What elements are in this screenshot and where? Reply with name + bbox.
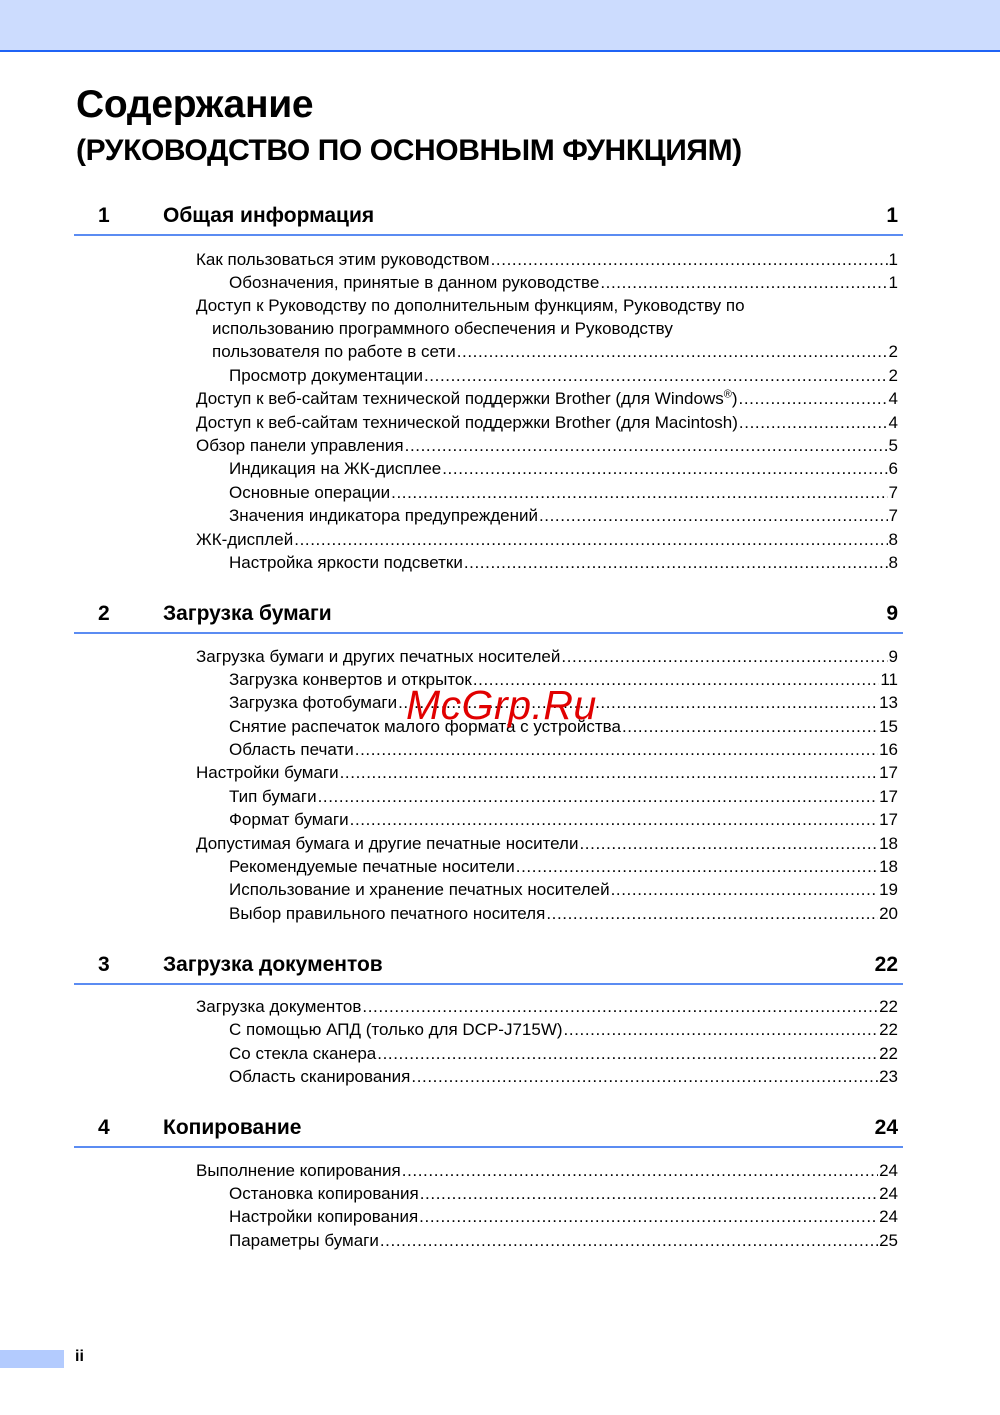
leader-dots bbox=[380, 1229, 878, 1252]
chapter-rule bbox=[74, 234, 903, 236]
leader-dots bbox=[491, 248, 888, 271]
toc-entry[interactable]: Доступ к веб-сайтам технической поддержки Brother (для Windows®) ..... 4 bbox=[196, 387, 898, 410]
toc-entry[interactable]: Индикация на ЖК-дисплее ..... 6 bbox=[229, 457, 898, 480]
chapter-rule bbox=[74, 983, 903, 985]
leader-dots bbox=[579, 832, 878, 855]
toc-entry[interactable]: Остановка копирования ..... 24 bbox=[229, 1182, 898, 1205]
leader-dots bbox=[561, 645, 887, 668]
leader-dots bbox=[355, 738, 878, 761]
leader-dots bbox=[350, 808, 878, 831]
leader-dots bbox=[340, 761, 878, 784]
leader-dots bbox=[411, 1065, 878, 1088]
toc-entry[interactable]: Параметры бумаги ..... 25 bbox=[229, 1229, 898, 1252]
toc-entry[interactable]: Область сканирования ..... 23 bbox=[229, 1065, 898, 1088]
toc-entry[interactable]: Загрузка документов ..... 22 bbox=[196, 995, 898, 1018]
chapter-title[interactable]: Загрузка документов bbox=[163, 953, 383, 976]
chapter-number: 1 bbox=[98, 204, 110, 227]
toc-entry[interactable]: Выполнение копирования ..... 24 bbox=[196, 1159, 898, 1182]
chapter-title[interactable]: Общая информация bbox=[163, 204, 375, 227]
toc-entry[interactable]: Просмотр документации ..... 2 bbox=[229, 364, 898, 387]
page-title: Содержание bbox=[76, 83, 314, 126]
toc-entry[interactable]: Загрузка бумаги и других печатных носителей ..... 9 bbox=[196, 645, 898, 668]
toc-entry[interactable]: Допустимая бумага и другие печатные носители ..... 18 bbox=[196, 832, 898, 855]
leader-dots bbox=[611, 878, 879, 901]
toc-entry-continuation[interactable]: использованию программного обеспечения и Руководству bbox=[212, 319, 673, 338]
header-rule bbox=[0, 50, 1000, 52]
leader-dots bbox=[442, 457, 887, 480]
toc-entry[interactable]: Область печати ..... 16 bbox=[229, 738, 898, 761]
leader-dots bbox=[600, 271, 887, 294]
leader-dots bbox=[457, 340, 888, 363]
chapter-page: 22 bbox=[874, 953, 898, 976]
chapter-page: 1 bbox=[886, 204, 898, 227]
chapter-title[interactable]: Загрузка бумаги bbox=[163, 602, 332, 625]
toc-entry[interactable]: Обозначения, принятые в данном руководстве ..... 1 bbox=[229, 271, 898, 294]
leader-dots bbox=[546, 902, 878, 925]
chapter-rule bbox=[74, 1146, 903, 1148]
footer-bar bbox=[0, 1350, 64, 1368]
header-band bbox=[0, 0, 1000, 50]
leader-dots bbox=[391, 481, 887, 504]
toc-entry[interactable]: Настройки бумаги ..... 17 bbox=[196, 761, 898, 784]
chapter-number: 2 bbox=[98, 602, 110, 625]
toc-entry[interactable]: Использование и хранение печатных носителей ..... 19 bbox=[229, 878, 898, 901]
toc-entry[interactable]: Рекомендуемые печатные носители ..... 18 bbox=[229, 855, 898, 878]
leader-dots bbox=[420, 1182, 878, 1205]
toc-entry[interactable]: Доступ к веб-сайтам технической поддержки Brother (для Macintosh) ..... 4 bbox=[196, 411, 898, 434]
footer-page-number: ii bbox=[75, 1348, 84, 1365]
registered-mark: ® bbox=[723, 388, 732, 401]
leader-dots bbox=[318, 785, 879, 808]
toc-entry[interactable]: Настройки копирования ..... 24 bbox=[229, 1205, 898, 1228]
toc-entry[interactable]: Как пользоваться этим руководством ..... 1 bbox=[196, 248, 898, 271]
toc-entry[interactable]: Основные операции ..... 7 bbox=[229, 481, 898, 504]
toc-entry[interactable]: Загрузка конвертов и открыток ..... 11 bbox=[229, 668, 898, 691]
chapter-heading-4[interactable] bbox=[74, 1110, 903, 1148]
toc-entry-wrapped[interactable]: Доступ к Руководству по дополнительным функциям, Руководству по bbox=[196, 296, 745, 315]
chapter-page: 24 bbox=[874, 1116, 898, 1139]
leader-dots bbox=[739, 411, 888, 434]
toc-entry[interactable]: Со стекла сканера ..... 22 bbox=[229, 1042, 898, 1065]
leader-dots bbox=[539, 504, 888, 527]
watermark: McGrp.Ru bbox=[406, 682, 597, 728]
toc-entry[interactable]: Загрузка фотобумаги ..... 13 bbox=[229, 691, 898, 714]
chapter-heading-2[interactable] bbox=[74, 596, 903, 634]
chapter-heading-3[interactable] bbox=[74, 947, 903, 985]
leader-dots bbox=[362, 995, 878, 1018]
chapter-number: 3 bbox=[98, 953, 110, 976]
toc-entry[interactable]: Выбор правильного печатного носителя ..... 20 bbox=[229, 902, 898, 925]
chapter-page: 9 bbox=[886, 602, 898, 625]
page-subtitle: (РУКОВОДСТВО ПО ОСНОВНЫМ ФУНКЦИЯМ) bbox=[76, 134, 742, 167]
toc-entry-continuation[interactable]: пользователя по работе в сети ..... 2 bbox=[212, 340, 898, 363]
toc-entry[interactable]: Обзор панели управления ..... 5 bbox=[196, 434, 898, 457]
leader-dots bbox=[294, 528, 887, 551]
leader-dots bbox=[419, 1205, 878, 1228]
chapter-rule bbox=[74, 632, 903, 634]
toc-entry[interactable]: Настройка яркости подсветки ..... 8 bbox=[229, 551, 898, 574]
toc-entry[interactable]: С помощью АПД (только для DCP-J715W) ..... 22 bbox=[229, 1018, 898, 1041]
toc-entry[interactable]: Формат бумаги ..... 17 bbox=[229, 808, 898, 831]
leader-dots bbox=[424, 364, 888, 387]
leader-dots bbox=[464, 551, 888, 574]
chapter-heading-1[interactable] bbox=[74, 198, 903, 236]
toc-entry[interactable]: Тип бумаги ..... 17 bbox=[229, 785, 898, 808]
leader-dots bbox=[402, 1159, 878, 1182]
leader-dots bbox=[564, 1018, 879, 1041]
leader-dots bbox=[405, 434, 888, 457]
chapter-number: 4 bbox=[98, 1116, 110, 1139]
leader-dots bbox=[739, 387, 888, 410]
leader-dots bbox=[622, 715, 878, 738]
toc-entry[interactable]: ЖК-дисплей ..... 8 bbox=[196, 528, 898, 551]
leader-dots bbox=[516, 855, 878, 878]
toc-entry[interactable]: Снятие распечаток малого формата с устройства ..... 15 bbox=[229, 715, 898, 738]
leader-dots bbox=[377, 1042, 878, 1065]
toc-entry[interactable]: Значения индикатора предупреждений ..... 7 bbox=[229, 504, 898, 527]
chapter-title[interactable]: Копирование bbox=[163, 1116, 302, 1139]
